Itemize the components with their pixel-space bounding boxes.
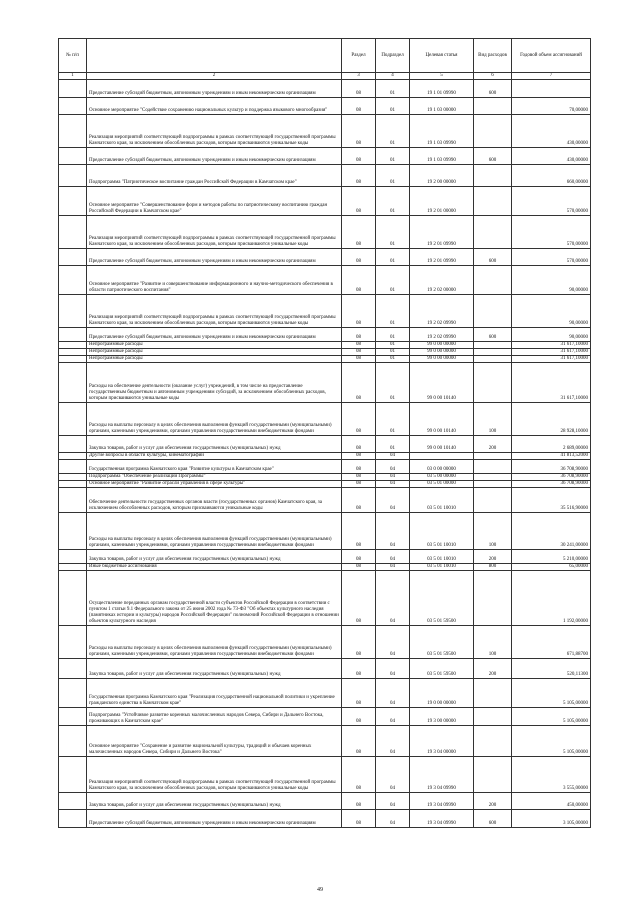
row-podrazdel-cell: 04 bbox=[376, 550, 410, 564]
row-razdel-cell: 08 bbox=[342, 148, 376, 165]
row-name-cell: Основное мероприятие "Развитие и совершенствование информационного и научно-методического обеспечения в области патриотического воспитания" bbox=[87, 266, 342, 295]
colnum-7: 7 bbox=[512, 73, 591, 80]
row-amount-cell: 36 708,90000 bbox=[512, 481, 591, 488]
row-razdel-cell: 08 bbox=[342, 266, 376, 295]
row-expense-type-cell bbox=[474, 488, 512, 513]
row-expense-type-cell bbox=[474, 481, 512, 488]
row-podrazdel-cell: 01 bbox=[376, 436, 410, 453]
row-target-article-cell: 19 2 02 00000 bbox=[410, 266, 474, 295]
header-razdel: Раздел bbox=[342, 39, 376, 73]
row-number-cell bbox=[59, 148, 87, 165]
table-row bbox=[59, 349, 591, 356]
row-number-cell bbox=[59, 80, 87, 98]
row-target-article-cell: 99 0 00 10140 bbox=[410, 403, 474, 436]
row-amount-cell: 430,00000 bbox=[512, 115, 591, 148]
row-name-cell: Закупка товаров, работ и услуг для обеспечения государственных (муниципальных) нужд bbox=[87, 550, 342, 564]
table-row bbox=[59, 148, 591, 165]
row-target-article-cell: 19 2 00 00000 bbox=[410, 165, 474, 187]
row-podrazdel-cell: 01 bbox=[376, 349, 410, 356]
row-amount-cell: 30 241,00000 bbox=[512, 513, 591, 550]
row-razdel-cell: 08 bbox=[342, 550, 376, 564]
row-razdel-cell: 08 bbox=[342, 216, 376, 249]
row-target-article-cell: 99 0 00 10140 bbox=[410, 436, 474, 453]
table-row bbox=[59, 98, 591, 115]
table-row bbox=[59, 436, 591, 453]
row-razdel-cell: 08 bbox=[342, 564, 376, 571]
row-name-cell: Иные бюджетные ассигнования bbox=[87, 564, 342, 571]
row-name-cell: Непрограммные расходы bbox=[87, 342, 342, 349]
table-row bbox=[59, 266, 591, 295]
table-row bbox=[59, 295, 591, 328]
row-razdel-cell: 08 bbox=[342, 453, 376, 460]
row-name-cell: Расходы на выплаты персоналу в целях обеспечения выполнения функций государственными (муниципальными) органами, казенными учреждениями, органами управления государственными внебюджетными фондами bbox=[87, 513, 342, 550]
row-target-article-cell: 19 2 01 09990 bbox=[410, 216, 474, 249]
row-razdel-cell: 08 bbox=[342, 481, 376, 488]
row-razdel-cell: 08 bbox=[342, 810, 376, 828]
row-number-cell bbox=[59, 216, 87, 249]
row-number-cell bbox=[59, 481, 87, 488]
row-expense-type-cell bbox=[474, 266, 512, 295]
row-podrazdel-cell: 04 bbox=[376, 513, 410, 550]
colnum-1: 1 bbox=[59, 73, 87, 80]
header-expense-type: Вид расходов bbox=[474, 39, 512, 73]
row-amount-cell: 36 708,90000 bbox=[512, 474, 591, 481]
row-podrazdel-cell: 04 bbox=[376, 460, 410, 474]
row-razdel-cell: 08 bbox=[342, 626, 376, 659]
colnum-5: 5 bbox=[410, 73, 474, 80]
row-number-cell bbox=[59, 708, 87, 726]
row-target-article-cell: 03 5 01 10010 bbox=[410, 564, 474, 571]
row-number-cell bbox=[59, 98, 87, 115]
row-target-article-cell: 99 0 00 00000 bbox=[410, 342, 474, 349]
row-target-article-cell: 19 3 00 00000 bbox=[410, 708, 474, 726]
row-target-article-cell: 19 3 04 00000 bbox=[410, 726, 474, 757]
row-amount-cell: 36 708,90000 bbox=[512, 460, 591, 474]
row-razdel-cell: 08 bbox=[342, 793, 376, 810]
row-name-cell: Закупка товаров, работ и услуг для обеспечения государственных (муниципальных) нужд bbox=[87, 436, 342, 453]
table-row bbox=[59, 187, 591, 216]
row-target-article-cell: 19 0 00 00000 bbox=[410, 679, 474, 708]
row-expense-type-cell bbox=[474, 757, 512, 793]
row-amount-cell: 65,00000 bbox=[512, 564, 591, 571]
row-amount-cell: 31 617,10000 bbox=[512, 356, 591, 363]
table-row bbox=[59, 659, 591, 679]
row-number-cell bbox=[59, 249, 87, 266]
row-podrazdel-cell: 01 bbox=[376, 165, 410, 187]
row-amount-cell: 570,00000 bbox=[512, 249, 591, 266]
table-row bbox=[59, 726, 591, 757]
row-target-article-cell: 03 5 01 59500 bbox=[410, 571, 474, 626]
row-razdel-cell: 08 bbox=[342, 460, 376, 474]
row-number-cell bbox=[59, 356, 87, 363]
row-razdel-cell: 08 bbox=[342, 708, 376, 726]
row-razdel-cell: 08 bbox=[342, 115, 376, 148]
table-row bbox=[59, 216, 591, 249]
row-number-cell bbox=[59, 453, 87, 460]
row-razdel-cell: 08 bbox=[342, 98, 376, 115]
row-name-cell: Другие вопросы в области культуры, кинематографии bbox=[87, 453, 342, 460]
colnum-3: 3 bbox=[342, 73, 376, 80]
row-target-article-cell: 19 1 03 09990 bbox=[410, 148, 474, 165]
row-name-cell: Реализация мероприятий соответствующей подпрограммы в рамках соответствующей государственной программы Камчатского края, за исключением обособленных расходов, которым присваиваются уникальные коды bbox=[87, 295, 342, 328]
row-name-cell: Основное мероприятие "Содействие сохранению национальных культур и поддержка языкового многообразия" bbox=[87, 98, 342, 115]
row-expense-type-cell bbox=[474, 460, 512, 474]
row-target-article-cell bbox=[410, 453, 474, 460]
row-expense-type-cell bbox=[474, 349, 512, 356]
row-number-cell bbox=[59, 115, 87, 148]
row-razdel-cell: 08 bbox=[342, 659, 376, 679]
row-number-cell bbox=[59, 726, 87, 757]
row-name-cell: Предоставление субсидий бюджетным, автономным учреждениям и иным некоммерческим организациям bbox=[87, 810, 342, 828]
row-amount-cell: 430,00000 bbox=[512, 148, 591, 165]
row-number-cell bbox=[59, 513, 87, 550]
row-name-cell: Расходы на обеспечение деятельности (оказание услуг) учреждений, в том числе на предоставление государственным бюджетным и автономным учреждениям субсидий, за исключением обособленных расходов, которым присваиваются уникальные коды bbox=[87, 363, 342, 403]
row-podrazdel-cell: 04 bbox=[376, 474, 410, 481]
row-target-article-cell: 03 5 01 10010 bbox=[410, 513, 474, 550]
row-target-article-cell: 99 0 00 00000 bbox=[410, 349, 474, 356]
row-razdel-cell: 08 bbox=[342, 474, 376, 481]
row-podrazdel-cell: 01 bbox=[376, 148, 410, 165]
table-row bbox=[59, 708, 591, 726]
table-row bbox=[59, 342, 591, 349]
row-target-article-cell: 03 5 01 00000 bbox=[410, 481, 474, 488]
budget-table-sheet bbox=[58, 38, 590, 828]
row-expense-type-cell: 800 bbox=[474, 564, 512, 571]
row-number-cell bbox=[59, 403, 87, 436]
row-podrazdel-cell: 01 bbox=[376, 266, 410, 295]
row-razdel-cell: 08 bbox=[342, 488, 376, 513]
row-number-cell bbox=[59, 571, 87, 626]
row-razdel-cell: 08 bbox=[342, 363, 376, 403]
row-amount-cell: 1 192,00000 bbox=[512, 571, 591, 626]
row-podrazdel-cell: 01 bbox=[376, 98, 410, 115]
table-row bbox=[59, 550, 591, 564]
row-podrazdel-cell: 01 bbox=[376, 295, 410, 328]
row-amount-cell: 671,88700 bbox=[512, 626, 591, 659]
row-name-cell: Основное мероприятие "Сохранение и развитие национальной культуры, традиций и обычаев коренных малочисленных народов Севера, Сибири и Дальнего Востока" bbox=[87, 726, 342, 757]
row-expense-type-cell bbox=[474, 295, 512, 328]
table-row bbox=[59, 115, 591, 148]
row-razdel-cell: 08 bbox=[342, 328, 376, 342]
row-name-cell: Государственная программа Камчатского края "Реализация государственной национальной политики и укрепление гражданского единства в Камчатском крае" bbox=[87, 679, 342, 708]
row-podrazdel-cell: 04 bbox=[376, 726, 410, 757]
row-expense-type-cell bbox=[474, 216, 512, 249]
row-expense-type-cell: 600 bbox=[474, 148, 512, 165]
row-number-cell bbox=[59, 460, 87, 474]
row-expense-type-cell: 100 bbox=[474, 626, 512, 659]
row-name-cell: Реализация мероприятий соответствующей подпрограммы в рамках соответствующей государственной программы Камчатского края, за исключением обособленных расходов, которым присваиваются уникальные коды bbox=[87, 115, 342, 148]
row-amount-cell bbox=[512, 80, 591, 98]
table-row bbox=[59, 679, 591, 708]
table-header-row bbox=[59, 39, 591, 73]
row-target-article-cell: 03 0 00 00000 bbox=[410, 460, 474, 474]
row-target-article-cell: 19 2 01 09990 bbox=[410, 249, 474, 266]
row-podrazdel-cell: 04 bbox=[376, 626, 410, 659]
row-podrazdel-cell: 01 bbox=[376, 363, 410, 403]
row-number-cell bbox=[59, 550, 87, 564]
row-amount-cell: 3 555,00000 bbox=[512, 757, 591, 793]
row-expense-type-cell bbox=[474, 363, 512, 403]
row-name-cell: Расходы на выплаты персоналу в целях обеспечения выполнения функций государственными (муниципальными) органами, казенными учреждениями, органами управления государственными внебюджетными фондами bbox=[87, 626, 342, 659]
table-row bbox=[59, 356, 591, 363]
row-number-cell bbox=[59, 349, 87, 356]
row-razdel-cell: 08 bbox=[342, 679, 376, 708]
table-row bbox=[59, 474, 591, 481]
row-name-cell: Предоставление субсидий бюджетным, автономным учреждениям и иным некоммерческим организациям bbox=[87, 328, 342, 342]
row-podrazdel-cell: 01 bbox=[376, 216, 410, 249]
row-target-article-cell: 03 5 01 59500 bbox=[410, 626, 474, 659]
row-name-cell: Обеспечение деятельности государственных органов власти (государственных органов) Камчатского края, за исключением обособленных расходов, которым присваиваются уникальные коды bbox=[87, 488, 342, 513]
row-expense-type-cell bbox=[474, 342, 512, 349]
row-podrazdel-cell: 04 bbox=[376, 481, 410, 488]
row-target-article-cell: 19 2 02 09990 bbox=[410, 295, 474, 328]
row-number-cell bbox=[59, 626, 87, 659]
header-num: № п/п bbox=[59, 39, 87, 73]
row-name-cell: Закупка товаров, работ и услуг для обеспечения государственных (муниципальных) нужд bbox=[87, 659, 342, 679]
row-expense-type-cell bbox=[474, 453, 512, 460]
row-target-article-cell: 19 3 04 09990 bbox=[410, 757, 474, 793]
table-row bbox=[59, 453, 591, 460]
header-annual-amount: Годовой объем ассигнований bbox=[512, 39, 591, 73]
row-name-cell: Непрограммные расходы bbox=[87, 349, 342, 356]
row-number-cell bbox=[59, 342, 87, 349]
row-target-article-cell: 19 1 01 09990 bbox=[410, 80, 474, 98]
row-target-article-cell: 19 2 01 00000 bbox=[410, 187, 474, 216]
row-target-article-cell: 19 1 03 00000 bbox=[410, 98, 474, 115]
row-name-cell: Предоставление субсидий бюджетным, автономным учреждениям и иным некоммерческим организациям bbox=[87, 148, 342, 165]
row-amount-cell: 90,00000 bbox=[512, 328, 591, 342]
row-name-cell: Расходы на выплаты персоналу в целях обеспечения выполнения функций государственными (муниципальными) органами, казенными учреждениями, органами управления государственными внебюджетными фондами bbox=[87, 403, 342, 436]
row-amount-cell: 660,00000 bbox=[512, 165, 591, 187]
table-row bbox=[59, 481, 591, 488]
row-podrazdel-cell: 01 bbox=[376, 187, 410, 216]
row-target-article-cell: 19 3 04 09990 bbox=[410, 793, 474, 810]
row-podrazdel-cell: 04 bbox=[376, 564, 410, 571]
table-row bbox=[59, 793, 591, 810]
row-amount-cell: 31 617,10000 bbox=[512, 363, 591, 403]
row-expense-type-cell bbox=[474, 708, 512, 726]
row-amount-cell: 2 689,00000 bbox=[512, 436, 591, 453]
table-row bbox=[59, 249, 591, 266]
row-amount-cell: 31 617,10000 bbox=[512, 342, 591, 349]
row-expense-type-cell bbox=[474, 726, 512, 757]
row-number-cell bbox=[59, 810, 87, 828]
table-row bbox=[59, 403, 591, 436]
row-razdel-cell: 08 bbox=[342, 757, 376, 793]
row-amount-cell: 5 105,00000 bbox=[512, 726, 591, 757]
row-podrazdel-cell: 04 bbox=[376, 571, 410, 626]
row-name-cell: Реализация мероприятий соответствующей подпрограммы в рамках соответствующей государственной программы Камчатского края, за исключением обособленных расходов, которым присваиваются уникальные коды bbox=[87, 216, 342, 249]
row-podrazdel-cell: 04 bbox=[376, 679, 410, 708]
row-expense-type-cell: 100 bbox=[474, 513, 512, 550]
row-razdel-cell: 08 bbox=[342, 349, 376, 356]
row-expense-type-cell bbox=[474, 571, 512, 626]
row-podrazdel-cell: 04 bbox=[376, 708, 410, 726]
row-razdel-cell: 08 bbox=[342, 356, 376, 363]
row-name-cell: Подпрограмма "Патриотическое воспитание граждан Российской Федерации в Камчатском крае" bbox=[87, 165, 342, 187]
row-expense-type-cell: 600 bbox=[474, 249, 512, 266]
row-razdel-cell: 08 bbox=[342, 403, 376, 436]
row-name-cell: Подпрограмма "Обеспечение реализации Программы" bbox=[87, 474, 342, 481]
row-razdel-cell: 08 bbox=[342, 165, 376, 187]
row-amount-cell: 570,00000 bbox=[512, 187, 591, 216]
header-name bbox=[87, 39, 342, 73]
row-amount-cell: 5 210,00000 bbox=[512, 550, 591, 564]
row-podrazdel-cell: 04 bbox=[376, 810, 410, 828]
row-number-cell bbox=[59, 659, 87, 679]
row-razdel-cell: 08 bbox=[342, 436, 376, 453]
row-number-cell bbox=[59, 187, 87, 216]
row-expense-type-cell bbox=[474, 679, 512, 708]
row-number-cell bbox=[59, 757, 87, 793]
table-row bbox=[59, 513, 591, 550]
row-amount-cell: 90,00000 bbox=[512, 295, 591, 328]
row-expense-type-cell bbox=[474, 356, 512, 363]
row-target-article-cell: 99 0 00 00000 bbox=[410, 356, 474, 363]
row-podrazdel-cell: 01 bbox=[376, 403, 410, 436]
row-target-article-cell: 19 1 03 09990 bbox=[410, 115, 474, 148]
row-expense-type-cell: 600 bbox=[474, 810, 512, 828]
table-row bbox=[59, 757, 591, 793]
header-podrazdel: Подраздел bbox=[376, 39, 410, 73]
row-name-cell: Основное мероприятие "Развитие отрасли управления в сфере культуры" bbox=[87, 481, 342, 488]
row-expense-type-cell: 100 bbox=[474, 403, 512, 436]
row-amount-cell: 35 516,90000 bbox=[512, 488, 591, 513]
row-amount-cell: 5 105,00000 bbox=[512, 679, 591, 708]
table-row bbox=[59, 460, 591, 474]
row-amount-cell: 520,11300 bbox=[512, 659, 591, 679]
row-expense-type-cell bbox=[474, 474, 512, 481]
row-expense-type-cell: 600 bbox=[474, 80, 512, 98]
row-name-cell: Реализация мероприятий соответствующей подпрограммы в рамках соответствующей государственной программы Камчатского края, за исключением обособленных расходов, которым присваиваются уникальные коды bbox=[87, 757, 342, 793]
column-number-row bbox=[59, 73, 591, 80]
row-name-cell: Государственная программа Камчатского края "Развитие культуры в Камчатском крае" bbox=[87, 460, 342, 474]
row-name-cell: Предоставление субсидий бюджетным, автономным учреждениям и иным некоммерческим организациям bbox=[87, 80, 342, 98]
table-row bbox=[59, 328, 591, 342]
row-target-article-cell: 03 5 01 59500 bbox=[410, 659, 474, 679]
row-target-article-cell: 19 2 02 09990 bbox=[410, 328, 474, 342]
header-target-article: Целевая статья bbox=[410, 39, 474, 73]
row-number-cell bbox=[59, 679, 87, 708]
row-podrazdel-cell: 04 bbox=[376, 488, 410, 513]
row-expense-type-cell bbox=[474, 165, 512, 187]
row-razdel-cell: 08 bbox=[342, 295, 376, 328]
row-number-cell bbox=[59, 363, 87, 403]
row-podrazdel-cell: 01 bbox=[376, 356, 410, 363]
row-razdel-cell: 08 bbox=[342, 187, 376, 216]
row-podrazdel-cell: 04 bbox=[376, 757, 410, 793]
row-number-cell bbox=[59, 436, 87, 453]
row-name-cell: Подпрограмма "Устойчивое развитие коренных малочисленных народов Севера, Сибири и Дальнего Востока, проживающих в Камчатском крае" bbox=[87, 708, 342, 726]
colnum-4: 4 bbox=[376, 73, 410, 80]
row-target-article-cell: 19 3 04 09990 bbox=[410, 810, 474, 828]
row-podrazdel-cell: 04 bbox=[376, 659, 410, 679]
row-podrazdel-cell: 01 bbox=[376, 328, 410, 342]
row-razdel-cell: 08 bbox=[342, 513, 376, 550]
row-number-cell bbox=[59, 165, 87, 187]
row-name-cell: Осуществление переданных органам государственной власти субъектов Российской Федерации в соответствии с пунктом 1 статьи 9.1 Федерального закона от 25 июня 2002 года № 73-ФЗ "Об объектах культурного наследия (памятниках истории и культуры) народов Российской Федерации" полномочий Российской Федерации в отношении объектов культурного наследия bbox=[87, 571, 342, 626]
row-amount-cell: 450,00000 bbox=[512, 793, 591, 810]
row-podrazdel-cell: 04 bbox=[376, 453, 410, 460]
colnum-2: 2 bbox=[87, 73, 342, 80]
row-amount-cell: 41 813,52000 bbox=[512, 453, 591, 460]
row-razdel-cell: 08 bbox=[342, 80, 376, 98]
row-target-article-cell: 03 5 01 10010 bbox=[410, 488, 474, 513]
row-target-article-cell: 99 0 00 10140 bbox=[410, 363, 474, 403]
row-expense-type-cell bbox=[474, 98, 512, 115]
table-row bbox=[59, 810, 591, 828]
row-expense-type-cell: 600 bbox=[474, 328, 512, 342]
row-amount-cell: 3 105,00000 bbox=[512, 810, 591, 828]
row-podrazdel-cell: 01 bbox=[376, 342, 410, 349]
row-number-cell bbox=[59, 793, 87, 810]
row-podrazdel-cell: 04 bbox=[376, 793, 410, 810]
row-number-cell bbox=[59, 488, 87, 513]
row-amount-cell: 70,00000 bbox=[512, 98, 591, 115]
row-razdel-cell: 08 bbox=[342, 571, 376, 626]
row-name-cell: Непрограммные расходы bbox=[87, 356, 342, 363]
table-row bbox=[59, 363, 591, 403]
row-number-cell bbox=[59, 266, 87, 295]
table-row bbox=[59, 80, 591, 98]
table-row bbox=[59, 564, 591, 571]
row-name-cell: Предоставление субсидий бюджетным, автономным учреждениям и иным некоммерческим организациям bbox=[87, 249, 342, 266]
table-body bbox=[59, 80, 591, 828]
row-expense-type-cell: 200 bbox=[474, 436, 512, 453]
budget-table bbox=[58, 38, 591, 828]
row-number-cell bbox=[59, 474, 87, 481]
table-row bbox=[59, 165, 591, 187]
row-expense-type-cell bbox=[474, 115, 512, 148]
row-razdel-cell: 08 bbox=[342, 249, 376, 266]
row-expense-type-cell bbox=[474, 187, 512, 216]
row-target-article-cell: 03 5 01 10010 bbox=[410, 550, 474, 564]
row-target-article-cell: 03 5 00 00000 bbox=[410, 474, 474, 481]
page-number: 49 bbox=[317, 887, 323, 893]
row-name-cell: Закупка товаров, работ и услуг для обеспечения государственных (муниципальных) нужд bbox=[87, 793, 342, 810]
row-amount-cell: 570,00000 bbox=[512, 216, 591, 249]
table-row bbox=[59, 488, 591, 513]
row-name-cell: Основное мероприятие "Совершенствование форм и методов работы по патриотическому воспитанию граждан Российской Федерации в Камчатском крае" bbox=[87, 187, 342, 216]
row-expense-type-cell: 200 bbox=[474, 659, 512, 679]
row-amount-cell: 31 617,10000 bbox=[512, 349, 591, 356]
row-number-cell bbox=[59, 295, 87, 328]
table-row bbox=[59, 626, 591, 659]
row-razdel-cell: 08 bbox=[342, 342, 376, 349]
row-podrazdel-cell: 01 bbox=[376, 80, 410, 98]
row-podrazdel-cell: 01 bbox=[376, 115, 410, 148]
row-number-cell bbox=[59, 328, 87, 342]
colnum-6: 6 bbox=[474, 73, 512, 80]
row-amount-cell: 28 928,10000 bbox=[512, 403, 591, 436]
row-expense-type-cell: 200 bbox=[474, 550, 512, 564]
row-expense-type-cell: 200 bbox=[474, 793, 512, 810]
row-amount-cell: 90,00000 bbox=[512, 266, 591, 295]
table-row bbox=[59, 571, 591, 626]
row-number-cell bbox=[59, 564, 87, 571]
row-podrazdel-cell: 01 bbox=[376, 249, 410, 266]
row-amount-cell: 5 105,00000 bbox=[512, 708, 591, 726]
row-razdel-cell: 08 bbox=[342, 726, 376, 757]
